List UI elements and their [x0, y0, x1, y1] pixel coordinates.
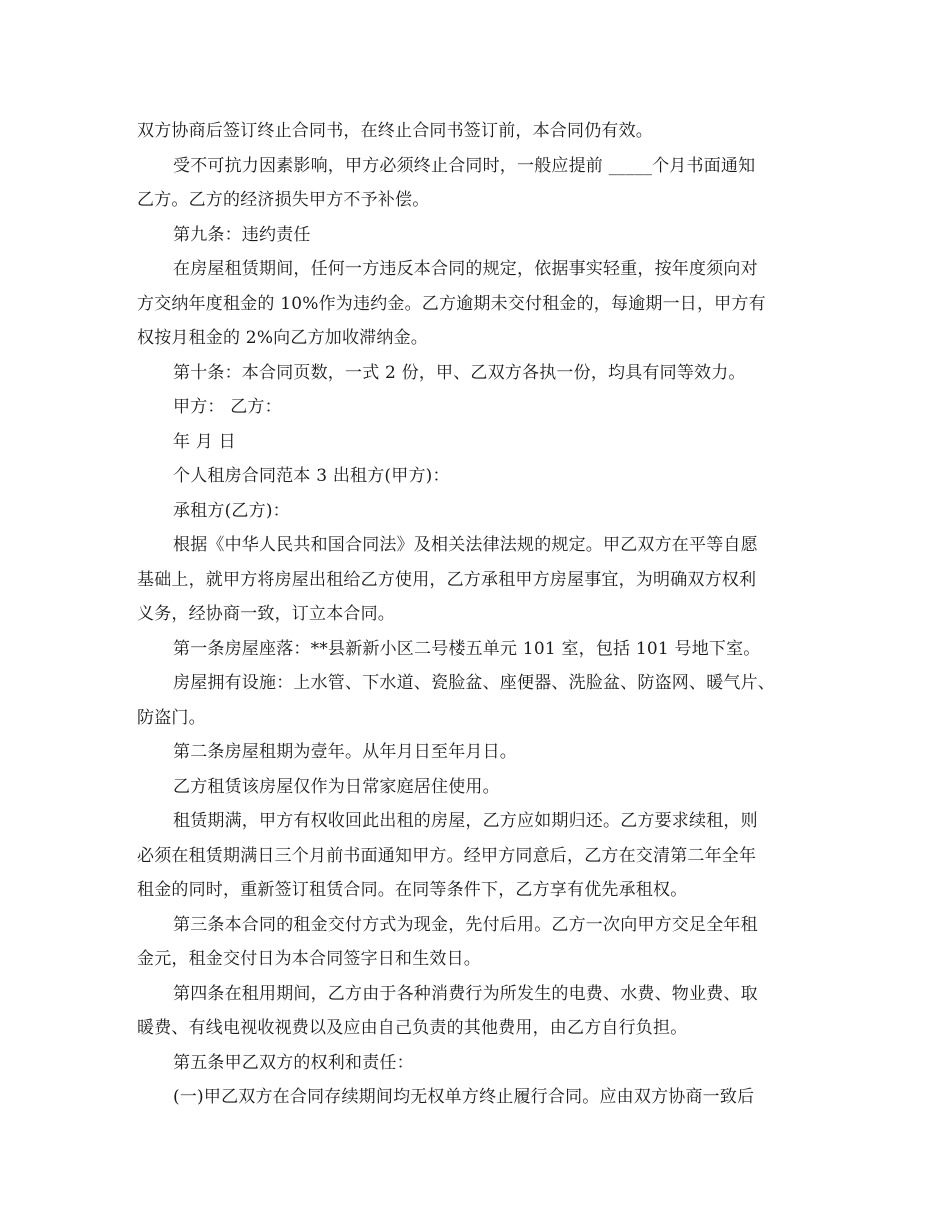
signature-date: 年 月 日 [173, 431, 236, 452]
text-line: 方交纳年度租金的 10%作为违约金。乙方逾期未交付租金的，每逾期一日，甲方有 [137, 293, 766, 314]
text-line: 义务，经协商一致，订立本合同。 [137, 604, 395, 624]
lessee-line: 承租方(乙方)： [173, 500, 290, 521]
text-line: 在房屋租赁期间，任何一方违反本合同的规定，依据事实轻重，按年度须向对 [173, 259, 758, 279]
text-line: 受不可抗力因素影响，甲方必须终止合同时，一般应提前 _____个月书面通知 [173, 155, 756, 176]
text-line: 第一条房屋座落：**县新新小区二号楼五单元 101 室，包括 101 号地下室。 [173, 638, 761, 659]
text-line: (一)甲乙双方在合同存续期间均无权单方终止履行合同。应由双方协商一致后 [173, 1087, 755, 1107]
text-line: 房屋拥有设施：上水管、下水道、瓷脸盆、座便器、洗脸盆、防盗网、暖气片、 [173, 673, 775, 693]
text-line: 第二条房屋租期为壹年。从年月日至年月日。 [173, 742, 517, 762]
text-line: 乙方租赁该房屋仅作为日常家庭居住使用。 [173, 776, 500, 797]
text-line: 金元，租金交付日为本合同签字日和生效日。 [137, 949, 481, 969]
text-line: 第十条：本合同页数，一式 2 份，甲、乙双方各执一份，均具有同等效力。 [173, 362, 746, 383]
text-line: 第三条本合同的租金交付方式为现金，先付后用。乙方一次向甲方交足全年租 [173, 914, 758, 935]
text-line: 租赁期满，甲方有权收回此出租的房屋，乙方应如期归还。乙方要求续租，则 [173, 811, 758, 831]
section-heading: 第九条：违约责任 [173, 224, 311, 245]
text-line: 必须在租赁期满日三个月前书面通知甲方。经甲方同意后，乙方在交清第二年全年 [137, 845, 757, 866]
text-line: 租金的同时，重新签订租赁合同。在同等条件下，乙方享有优先承租权。 [137, 880, 688, 900]
text-line: 第四条在租用期间，乙方由于各种消费行为所发生的电费、水费、物业费、取 [173, 983, 758, 1004]
signature-parties: 甲方： 乙方： [173, 397, 282, 417]
text-line: 暖费、有线电视收视费以及应由自己负责的其他费用，由乙方自行负担。 [137, 1018, 688, 1038]
text-line: 双方协商后签订终止合同书，在终止合同书签订前，本合同仍有效。 [137, 121, 653, 141]
text-line: 防盗门。 [137, 707, 206, 728]
document-body [137, 114, 827, 1115]
text-line: 乙方。乙方的经济损失甲方不予补偿。 [137, 190, 430, 210]
section-heading: 第五条甲乙双方的权利和责任： [173, 1052, 414, 1073]
contract-title: 个人租房合同范本 3 出租方(甲方)： [173, 466, 450, 486]
text-line: 基础上，就甲方将房屋出租给乙方使用，乙方承租甲方房屋事宜，为明确双方权利 [137, 569, 757, 590]
text-line: 根据《中华人民共和国合同法》及相关法律法规的规定。甲乙双方在平等自愿 [173, 535, 758, 555]
text-line: 权按月租金的 2%向乙方加收滞纳金。 [137, 328, 428, 348]
